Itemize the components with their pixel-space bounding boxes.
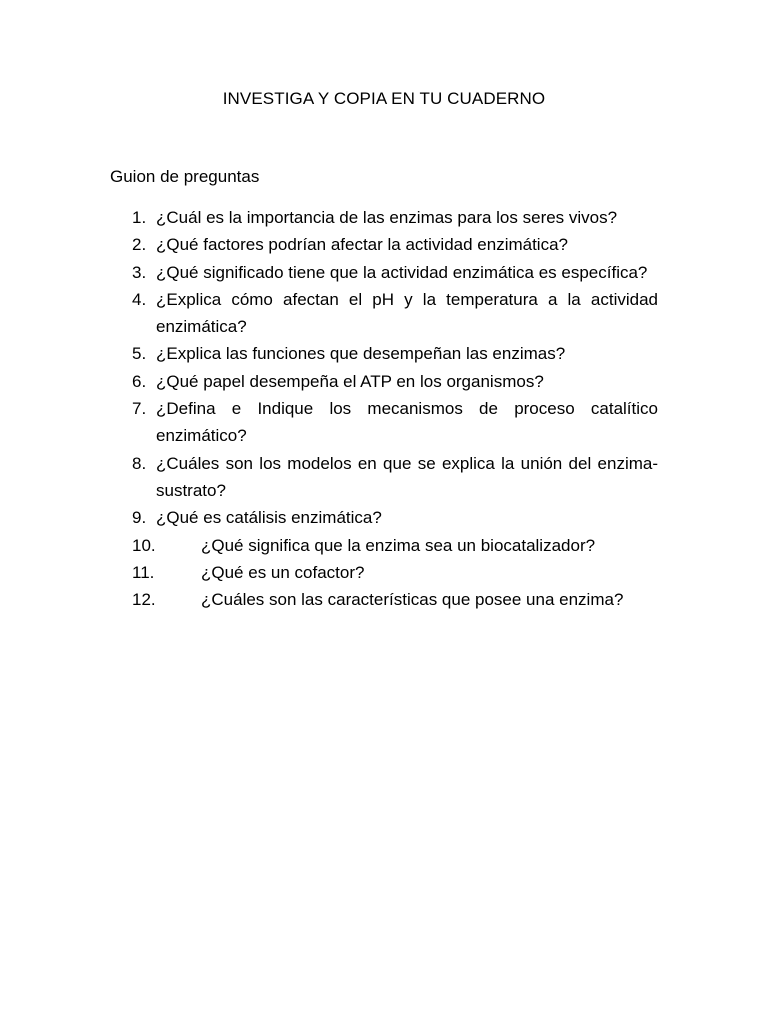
question-number: 3. (132, 262, 147, 282)
question-number: 10. (132, 535, 156, 555)
question-text: ¿Cuáles son los modelos en que se explica la unión del enzima-sustrato? (156, 453, 658, 500)
list-item (110, 532, 658, 559)
list-item (110, 204, 658, 231)
question-number: 8. (132, 453, 147, 473)
question-list (110, 204, 658, 613)
question-number: 2. (132, 235, 147, 255)
question-text: ¿Cuáles son las características que posee una enzima? (201, 590, 624, 610)
list-item (110, 340, 658, 367)
question-number: 11. (132, 562, 155, 582)
list-item (110, 286, 658, 341)
question-text: ¿Qué significa que la enzima sea un biocatalizador? (201, 535, 596, 555)
question-text: ¿Qué factores podrían afectar la actividad enzimática? (156, 235, 568, 255)
list-item (110, 395, 658, 450)
document-title: INVESTIGA Y COPIA EN TU CUADERNO (222, 89, 546, 108)
question-text: ¿Explica las funciones que desempeñan las enzimas? (156, 344, 566, 364)
question-text: ¿Cuál es la importancia de las enzimas para los seres vivos? (156, 208, 618, 227)
section-heading: Guion de preguntas (110, 167, 260, 186)
question-number: 6. (132, 371, 147, 391)
question-text: ¿Defina e Indique los mecanismos de proceso catalítico enzimático? (156, 399, 658, 446)
question-number: 7. (132, 399, 147, 419)
list-item (110, 559, 658, 586)
question-text: ¿Qué papel desempeña el ATP en los organismos? (156, 371, 544, 391)
list-item (110, 504, 658, 531)
question-text: ¿Qué significado tiene que la actividad enzimática es específica? (156, 262, 648, 282)
question-text: ¿Qué es catálisis enzimática? (156, 508, 382, 528)
list-item (110, 231, 658, 258)
question-number: 9. (132, 508, 147, 528)
list-item (110, 450, 658, 505)
question-text: ¿Explica cómo afectan el pH y la temperatura a la actividad enzimática? (156, 289, 658, 337)
question-number: 4. (132, 289, 147, 309)
question-text: ¿Qué es un cofactor? (201, 562, 365, 582)
question-number: 1. (132, 208, 147, 227)
question-number: 5. (132, 344, 147, 364)
list-item (110, 586, 658, 613)
list-item (110, 368, 658, 395)
question-number: 12. (132, 590, 156, 610)
list-item (110, 259, 658, 286)
